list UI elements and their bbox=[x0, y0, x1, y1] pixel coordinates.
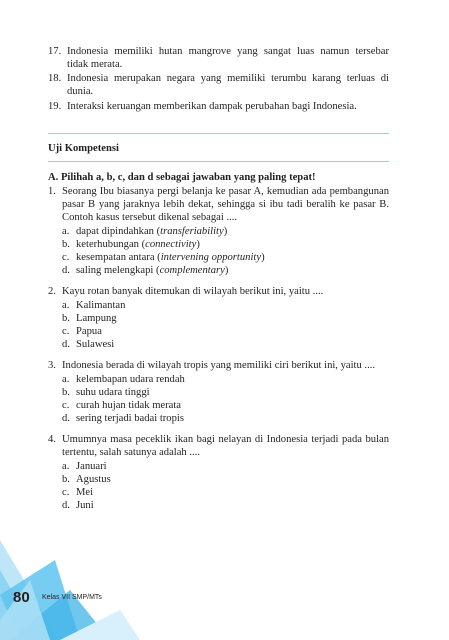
item-18-line-1: Indonesia merupakan negara yang memiliki terumbu karang terluas di bbox=[67, 73, 389, 84]
question-1-line-2: pasar B yang jaraknya lebih dekat, sehingga si ibu tadi beralih ke pasar B. bbox=[62, 199, 389, 210]
section-bottom-rule bbox=[48, 161, 389, 162]
item-18-line-2: dunia. bbox=[67, 86, 94, 97]
question-2-option-c: c. Papua bbox=[62, 326, 102, 337]
item-17-line-1: Indonesia memiliki hutan mangrove yang sangat luas namun tersebar bbox=[67, 46, 389, 57]
item-18-number: 18. bbox=[48, 73, 62, 84]
question-2-number: 2. bbox=[48, 286, 56, 297]
question-4-option-b: b. Agustus bbox=[62, 474, 111, 485]
question-3-option-d: d. sering terjadi badai tropis bbox=[62, 413, 184, 424]
question-1-option-d: d. saling melengkapi (complementary) bbox=[62, 265, 229, 276]
question-1-line-3: Contoh kasus tersebut dikenal sebagai .... bbox=[62, 212, 238, 223]
question-4-option-d: d. Juni bbox=[62, 500, 94, 511]
question-3-number: 3. bbox=[48, 360, 56, 371]
question-3-option-b: b. suhu udara tinggi bbox=[62, 387, 150, 398]
question-1-option-b: b. keterhubungan (connectivity) bbox=[62, 239, 200, 250]
question-1-number: 1. bbox=[48, 186, 56, 197]
question-2-line-1: Kayu rotan banyak ditemukan di wilayah berikut ini, yaitu .... bbox=[62, 286, 324, 297]
corner-decoration bbox=[0, 500, 140, 640]
question-4-line-2: tertentu, salah satunya adalah .... bbox=[62, 447, 200, 458]
question-2-option-d: d. Sulawesi bbox=[62, 339, 115, 350]
footer-book-title: Kelas VII SMP/MTs bbox=[42, 594, 102, 601]
item-19-line-1: Interaksi keruangan memberikan dampak perubahan bagi Indonesia. bbox=[67, 101, 357, 112]
question-4-line-1: Umumnya masa peceklik ikan bagi nelayan di Indonesia terjadi pada bulan bbox=[62, 434, 389, 445]
question-2-option-a: a. Kalimantan bbox=[62, 300, 126, 311]
question-1-option-c: c. kesempatan antara (intervening opportunity) bbox=[62, 252, 265, 263]
question-4-number: 4. bbox=[48, 434, 56, 445]
section-title: Uji Kompetensi bbox=[48, 143, 119, 154]
instruction: A. Pilihah a, b, c, dan d sebagai jawaban yang paling tepat! bbox=[48, 172, 316, 183]
item-17-line-2: tidak merata. bbox=[67, 59, 123, 70]
item-17-number: 17. bbox=[48, 46, 62, 57]
page-number: 80 bbox=[13, 589, 30, 606]
question-3-line-1: Indonesia berada di wilayah tropis yang memiliki ciri berikut ini, yaitu .... bbox=[62, 360, 376, 371]
item-19-number: 19. bbox=[48, 101, 62, 112]
question-1-option-a: a. dapat dipindahkan (transferiability) bbox=[62, 226, 228, 237]
question-2-option-b: b. Lampung bbox=[62, 313, 117, 324]
question-4-option-a: a. Januari bbox=[62, 461, 107, 472]
question-3-option-a: a. kelembapan udara rendah bbox=[62, 374, 185, 385]
section-top-rule bbox=[48, 133, 389, 134]
question-1-line-1: Seorang Ibu biasanya pergi belanja ke pasar A, kemudian ada pembangunan bbox=[62, 186, 389, 197]
question-3-option-c: c. curah hujan tidak merata bbox=[62, 400, 182, 411]
question-4-option-c: c. Mei bbox=[62, 487, 94, 498]
